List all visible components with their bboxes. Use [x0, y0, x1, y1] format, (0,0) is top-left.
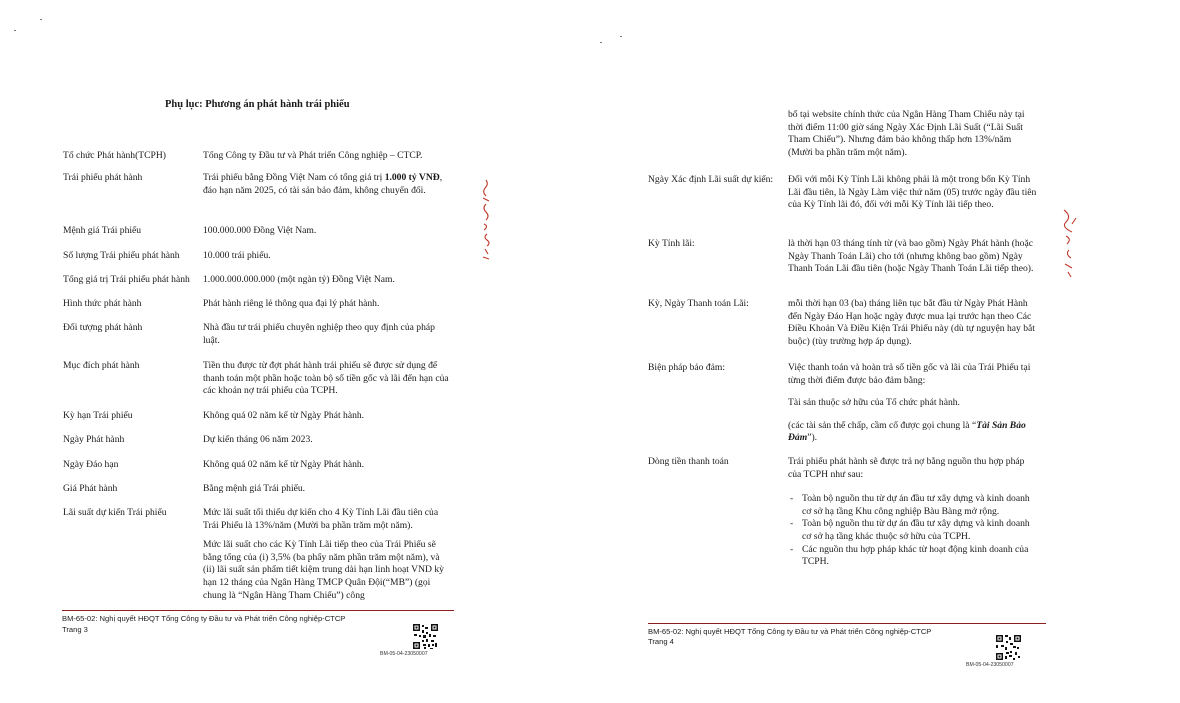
row-value: Trái phiếu bằng Đồng Việt Nam có tổng giá trị 1.000 tỷ VNĐ, đáo hạn năm 2025, có tài sản bảo đảm, không chuyển đổi.: [203, 172, 443, 196]
scan-speck: [600, 42, 602, 43]
row-label: Hình thức phát hành: [63, 298, 142, 309]
scan-speck: [620, 36, 622, 37]
row-label: Dòng tiền thanh toán: [648, 456, 729, 467]
row-value: mỗi thời hạn 03 (ba) tháng liên tục bắt đầu từ Ngày Phát Hành đến Ngày Đáo Hạn hoặc ngày được mua lại trước hạn theo Các Điều Khoản Và Điều Kiện Trái Phiếu này (dù tự nguyện hay bắt buộc) (tùy trường hợp áp dụng).: [788, 298, 1035, 347]
row-label: Lãi suất dự kiến Trái phiếu: [63, 507, 167, 518]
row-value: Tổng Công ty Đầu tư và Phát triển Công nghiệp – CTCP.: [203, 150, 423, 161]
appendix-title: Phụ lục: Phương án phát hành trái phiếu: [165, 99, 350, 110]
qr-code-icon: [995, 634, 1022, 661]
row-value: Dự kiến tháng 06 năm 2023.: [203, 434, 313, 445]
row-value: Bằng mệnh giá Trái phiếu.: [203, 483, 306, 494]
red-ink-mark: [478, 178, 494, 263]
row-label: Kỳ hạn Trái phiếu: [63, 410, 133, 421]
row-value: Nhà đầu tư trái phiếu chuyên nghiệp theo quy định của pháp luật.: [203, 322, 435, 346]
footer-doc-ref: BM-65-02: Nghị quyết HĐQT Tổng Công ty Đầu tư và Phát triển Công nghiệp-CTCP: [62, 614, 346, 623]
row-value: Tiền thu được từ đợt phát hành trái phiếu sẽ được sử dụng để thanh toán một phần hoặc toàn bộ số tiền gốc và lãi đến hạn của các khoản nợ trái phiếu của TCPH.: [203, 360, 449, 397]
row-label: Ngày Phát hành: [63, 434, 125, 445]
qr-code-icon: [412, 623, 439, 650]
row-label: Tổ chức Phát hành(TCPH): [63, 150, 166, 161]
row-label: Đối tượng phát hành: [63, 322, 143, 333]
list-item: - Toàn bộ nguồn thu từ dự án đầu tư xây dựng và kinh doanh cơ sở hạ tầng Khu công nghiệp Bàu Bàng mở rộng.: [788, 493, 1038, 518]
row-label: Mục đích phát hành: [63, 360, 140, 371]
row-label: Mệnh giá Trái phiếu: [63, 225, 142, 236]
list-item: - Các nguồn thu hợp pháp khác từ hoạt động kinh doanh của TCPH.: [788, 544, 1038, 569]
footer-rule: [648, 623, 1046, 624]
row-value: Đối với mỗi Kỳ Tính Lãi không phải là một trong bốn Kỳ Tính Lãi đầu tiên, là Ngày Làm việc thứ năm (05) trước ngày đầu tiên của Kỳ Tính lãi đó, đối với mỗi Kỳ Tính lãi tiếp theo.: [788, 174, 1037, 211]
footer-doc-ref: BM-65-02: Nghị quyết HĐQT Tổng Công ty Đầu tư và Phát triển Công nghiệp-CTCP: [648, 627, 932, 636]
qr-code-label: BM-05-04-23050007: [380, 651, 428, 657]
row-value: Việc thanh toán và hoàn trả số tiền gốc và lãi của Trái Phiếu tại từng thời điểm được bảo đảm bằng: Tài sản thuộc sở hữu của Tổ chức phát hành. (các tài sản thế chấp, cầm cố được gọi chung là “Tài Sản Bảo Đảm”).: [788, 362, 1031, 444]
cashflow-source-list: [788, 493, 1038, 569]
row-label: Giá Phát hành: [63, 483, 118, 494]
row-value: Không quá 02 năm kể từ Ngày Phát hành.: [203, 459, 365, 470]
scan-speck: [14, 30, 16, 31]
row-label: Biện pháp bảo đảm:: [648, 362, 725, 373]
list-item: - Toàn bộ nguồn thu từ dự án đầu tư xây dựng và kinh doanh cơ sở hạ tầng khác thuộc sở hữu của TCPH.: [788, 518, 1038, 543]
footer-page-number: Trang 4: [648, 637, 674, 646]
row-label: Kỳ, Ngày Thanh toán Lãi:: [648, 298, 749, 309]
row-value: là thời hạn 03 tháng tính từ (và bao gồm) Ngày Phát hành (hoặc Ngày Thanh Toán Lãi) cho tới (nhưng không bao gồm) Ngày Thanh Toán Lãi đầu tiên (hoặc Ngày Thanh Toán Lãi tiếp theo).: [788, 238, 1034, 275]
footer-page-number: Trang 3: [62, 625, 88, 634]
row-value: Trái phiếu phát hành sẽ được trả nợ bằng nguồn thu hợp pháp của TCPH như sau: - Toàn bộ nguồn thu từ dự án đầu tư xây dựng và kinh doanh cơ sở hạ tầng Khu công nghiệp Bàu Bàng mở rộng. - Toàn bộ nguồn thu từ dự án đầu tư xây dựng và kinh doanh cơ sở hạ tầng khác thuộc sở hữu của TCPH. - Các nguồn thu hợp pháp khác từ hoạt động kinh doanh của TCPH.: [788, 456, 1038, 569]
row-label: Trái phiếu phát hành: [63, 172, 143, 183]
row-label: Ngày Đáo hạn: [63, 459, 119, 470]
page-4: [590, 0, 1180, 703]
row-label: Kỳ Tính lãi:: [648, 238, 695, 249]
row-label: Ngày Xác định Lãi suất dự kiến:: [648, 174, 774, 185]
qr-code-label: BM-05-04-23050007: [966, 662, 1014, 668]
row-value: 10.000 trái phiếu.: [203, 250, 271, 261]
row-value: 100.000.000 Đồng Việt Nam.: [203, 225, 317, 236]
red-ink-mark: [1060, 206, 1080, 281]
row-label: Tổng giá trị Trái phiếu phát hành: [63, 274, 190, 285]
row-value: Phát hành riêng lẻ thông qua đại lý phát hành.: [203, 298, 380, 309]
footer-rule: [62, 610, 454, 611]
row-value: Không quá 02 năm kể từ Ngày Phát hành.: [203, 410, 365, 421]
row-value: 1.000.000.000.000 (một ngàn tỷ) Đồng Việt Nam.: [203, 274, 395, 285]
interest-continuation: bố tại website chính thức của Ngân Hàng Tham Chiếu này tại thời điểm 11:00 giờ sáng Ngày Xác Định Lãi Suất (“Lãi Suất Tham Chiếu”). Nhưng đảm bảo không thấp hơn 13%/năm (Mười ba phần trăm một năm).: [788, 109, 1025, 158]
scan-speck: [40, 19, 42, 20]
row-label: Số lượng Trái phiếu phát hành: [63, 250, 180, 261]
row-value: Mức lãi suất tối thiểu dự kiến cho 4 Kỳ Tính Lãi đầu tiên của Trái Phiếu là 13%/năm (Mười ba phần trăm một năm). Mức lãi suất cho các Kỳ Tính Lãi tiếp theo của Trái Phiếu sẽ bằng tổng của (i) 3,5% (ba phẩy năm phần trăm một năm), và (ii) lãi suất sản phẩm tiết kiệm trung dài hạn linh hoạt VND kỳ hạn 12 tháng của Ngân Hàng TMCP Quân Đội(“MB”) (gọi chung là “Ngân Hàng Tham Chiếu”) công: [203, 507, 444, 601]
